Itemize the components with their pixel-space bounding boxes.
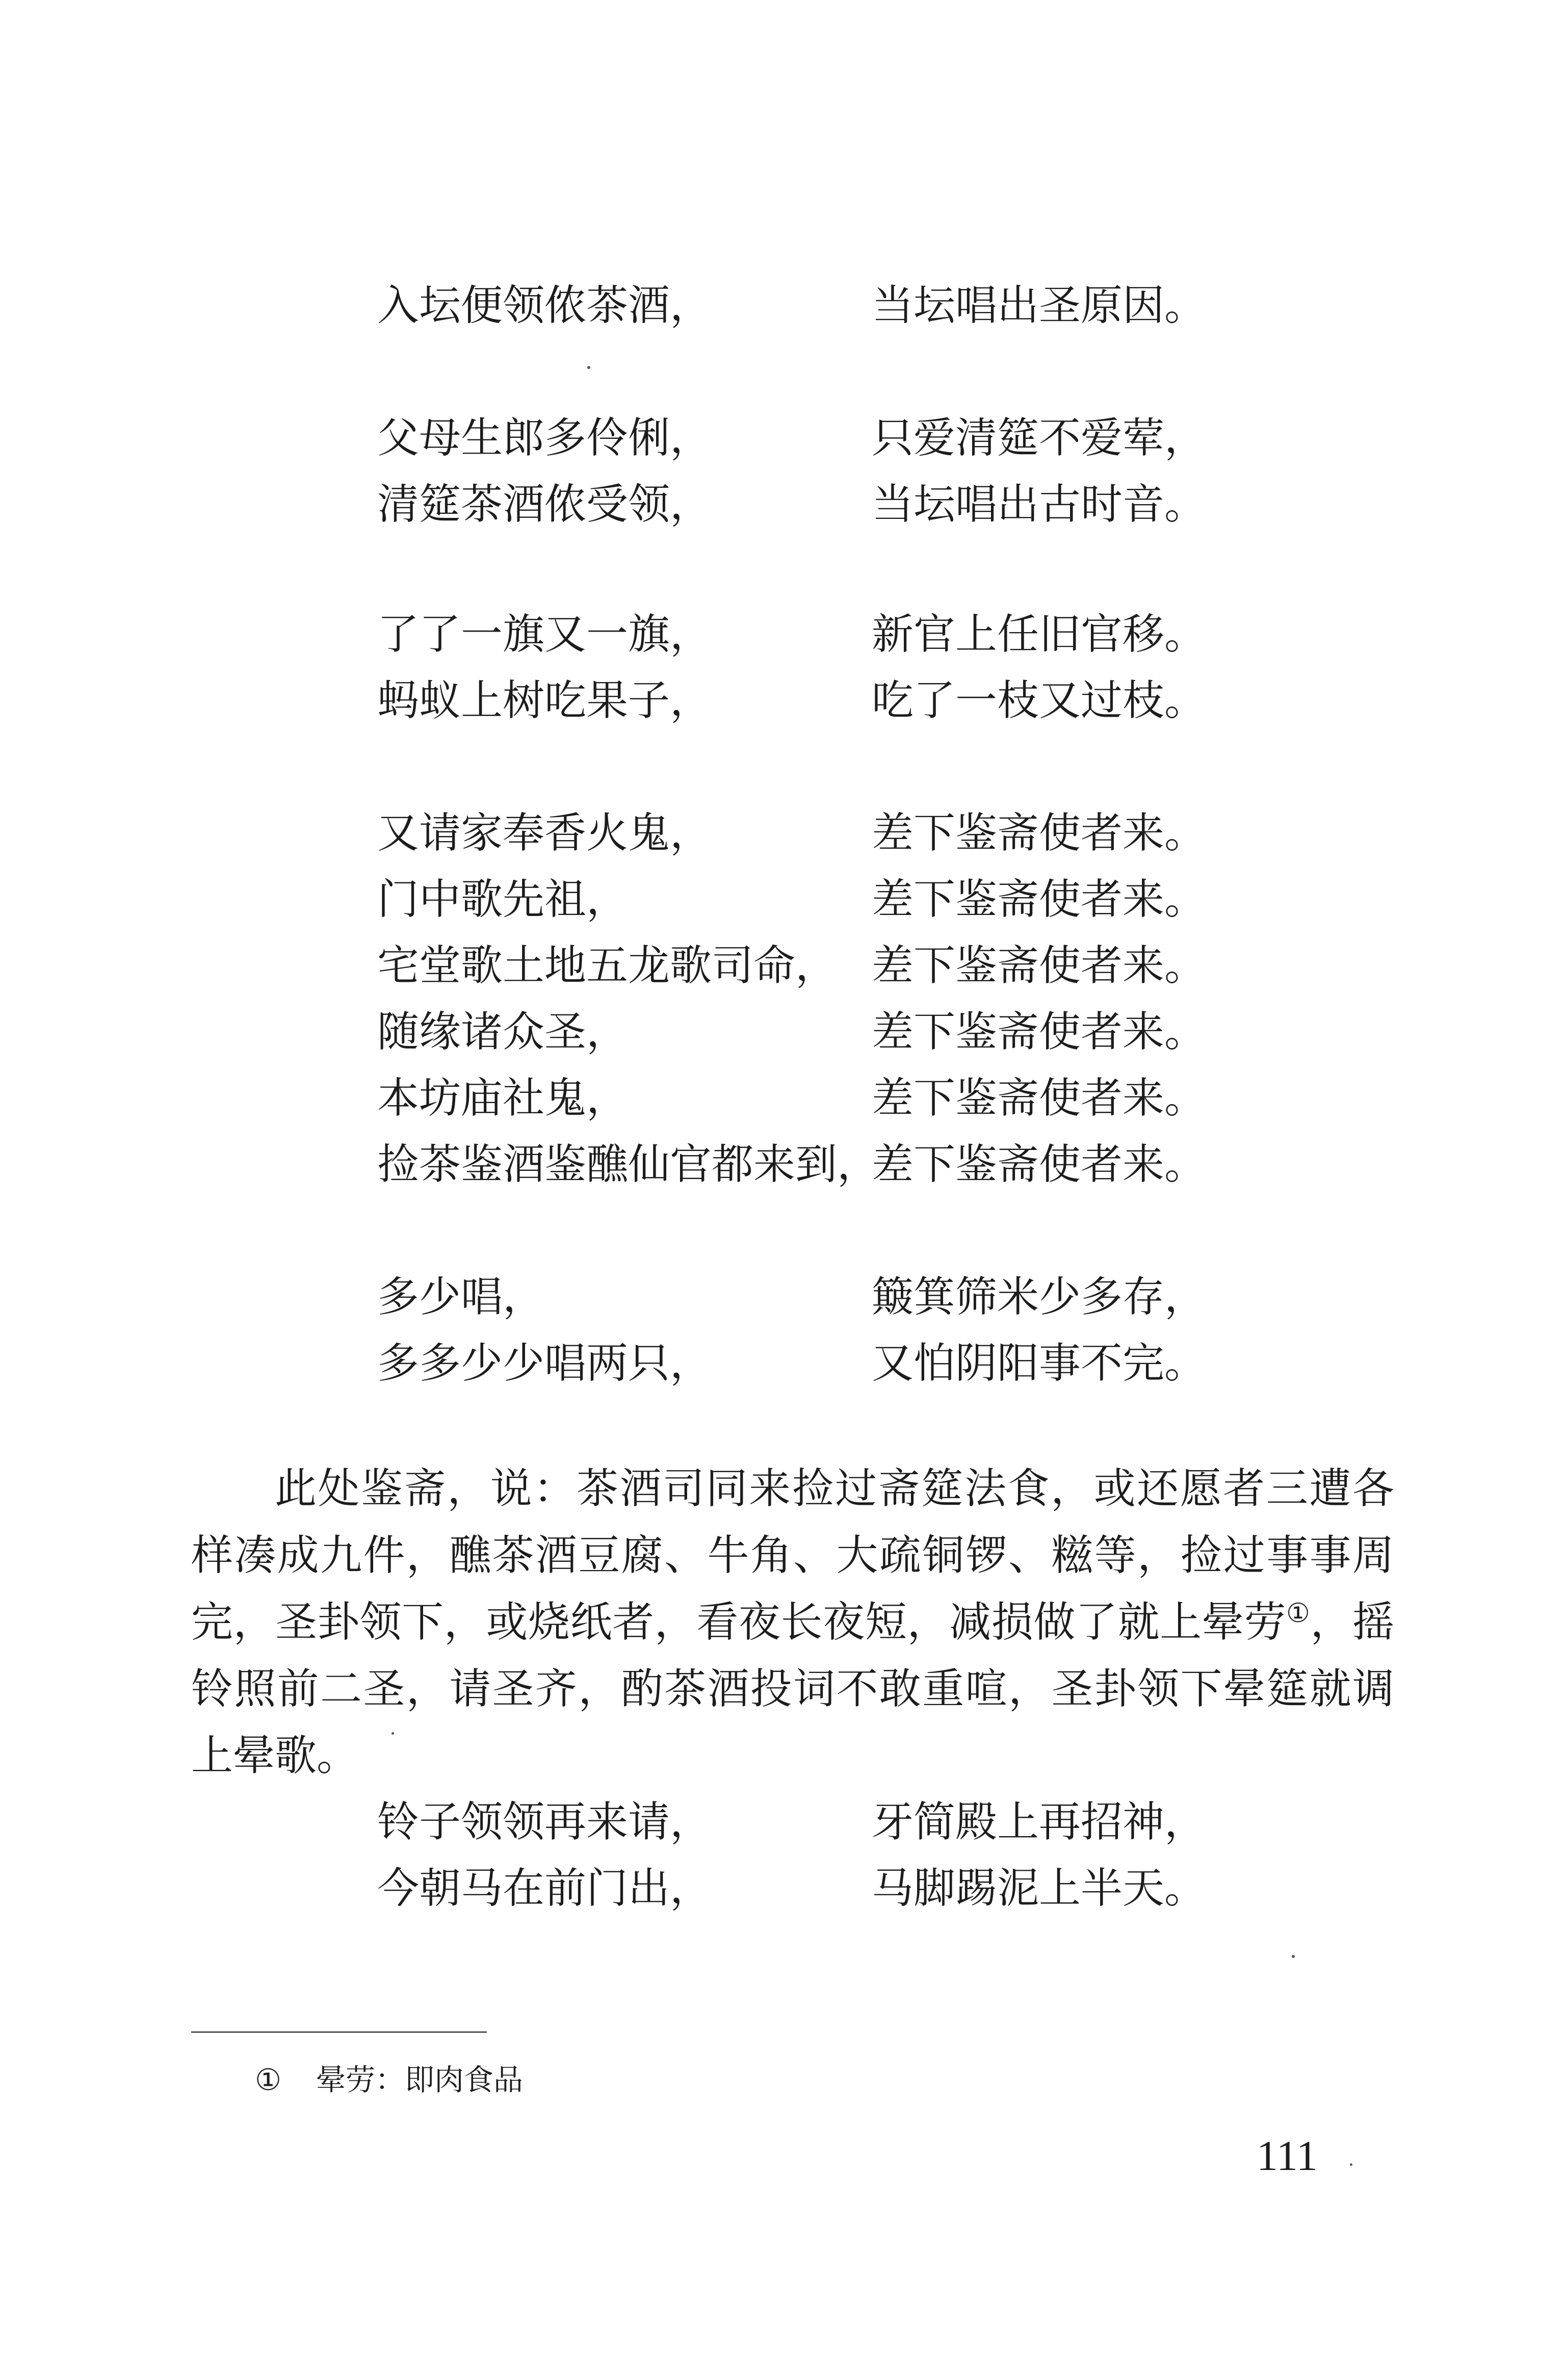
verse-left: 又请家奉香火鬼， (377, 809, 712, 857)
footnote (255, 2059, 523, 2100)
verse-right: 簸箕筛米少多存， (872, 1273, 1207, 1321)
verse-right: 差下鉴斋使者来。 (872, 1074, 1207, 1122)
verse-line (377, 1065, 1244, 1132)
scan-speck (392, 1732, 394, 1735)
verse-line (377, 668, 1244, 734)
verse-stanza-closing (377, 1789, 1244, 1922)
verse-line (377, 405, 1244, 472)
verse-stanza-2 (377, 405, 1244, 538)
scan-speck (1292, 1955, 1295, 1958)
verse-line (377, 800, 1244, 867)
verse-left: 捡茶鉴酒鉴醮仙官都来到， (377, 1140, 879, 1189)
verse-right: 吃了一枝又过枝。 (872, 676, 1207, 725)
footnote-marker: ① (255, 2062, 281, 2097)
verse-right: 马脚踢泥上半天。 (872, 1864, 1207, 1913)
verse-line (377, 867, 1244, 933)
verse-line (377, 1132, 1244, 1198)
verse-right: 只爱清筵不爱荤， (872, 414, 1207, 462)
verse-stanza-1 (377, 273, 1244, 339)
footnote-divider (191, 2031, 487, 2033)
prose-text: ，摇铃照前二圣，请圣齐，酌茶酒投词不敢重喧，圣卦领下晕筵就调上晕歌。 (191, 1598, 1394, 1780)
verse-stanza-5 (377, 1264, 1244, 1397)
verse-left: 宅堂歌土地五龙歌司命， (377, 941, 838, 990)
verse-left: 父母生郎多伶俐， (377, 414, 712, 462)
verse-line (377, 1855, 1244, 1922)
verse-right: 差下鉴斋使者来。 (872, 1140, 1207, 1189)
verse-left: 入坛便领侬茶酒， (377, 281, 712, 330)
verse-stanza-4 (377, 800, 1244, 1198)
verse-line (377, 1264, 1244, 1330)
footnote-text: 晕劳：即肉食品 (316, 2062, 524, 2097)
verse-line (377, 1330, 1244, 1397)
verse-left: 随缘诸众圣， (377, 1008, 629, 1056)
verse-stanza-3 (377, 601, 1244, 734)
verse-right: 差下鉴斋使者来。 (872, 941, 1207, 990)
prose-paragraph (191, 1455, 1394, 1789)
verse-left: 多少唱， (377, 1273, 545, 1321)
verse-line (377, 999, 1244, 1065)
verse-left: 蚂蚁上树吃果子， (377, 676, 712, 725)
verse-right: 又怕阴阳事不完。 (872, 1339, 1207, 1388)
verse-left: 多多少少唱两只， (377, 1339, 712, 1388)
prose-text: 此处鉴斋，说：茶酒司同来捡过斋筵法食，或还愿者三遭各样凑成九件，醮茶酒豆腐、牛角、大疏铜锣、糍等，捡过事事周完，圣卦领下，或烧纸者，看夜长夜短，减损做了就上晕劳 (191, 1464, 1394, 1646)
verse-right: 当坛唱出古时音。 (872, 480, 1207, 529)
verse-left: 门中歌先祖， (377, 875, 629, 924)
scan-speck (587, 366, 590, 369)
verse-left: 了了一旗又一旗， (377, 610, 712, 659)
verse-right: 新官上任旧官移。 (872, 610, 1207, 659)
verse-line (377, 933, 1244, 999)
verse-line (377, 601, 1244, 668)
verse-line (377, 1789, 1244, 1855)
verse-left: 今朝马在前门出， (377, 1864, 712, 1913)
verse-left: 铃子领领再来请， (377, 1798, 712, 1846)
verse-left: 清筵茶酒侬受领， (377, 480, 712, 529)
verse-left: 本坊庙社鬼， (377, 1074, 629, 1122)
verse-right: 当坛唱出圣原因。 (872, 281, 1207, 330)
verse-line (377, 472, 1244, 538)
verse-right: 差下鉴斋使者来。 (872, 875, 1207, 924)
page-number: 111 (1257, 2132, 1318, 2180)
verse-right: 差下鉴斋使者来。 (872, 809, 1207, 857)
verse-right: 差下鉴斋使者来。 (872, 1008, 1207, 1056)
footnote-reference[interactable]: ① (1286, 1598, 1311, 1629)
verse-right: 牙简殿上再招神， (872, 1798, 1207, 1846)
scan-speck (1350, 2163, 1352, 2166)
verse-line (377, 273, 1244, 339)
